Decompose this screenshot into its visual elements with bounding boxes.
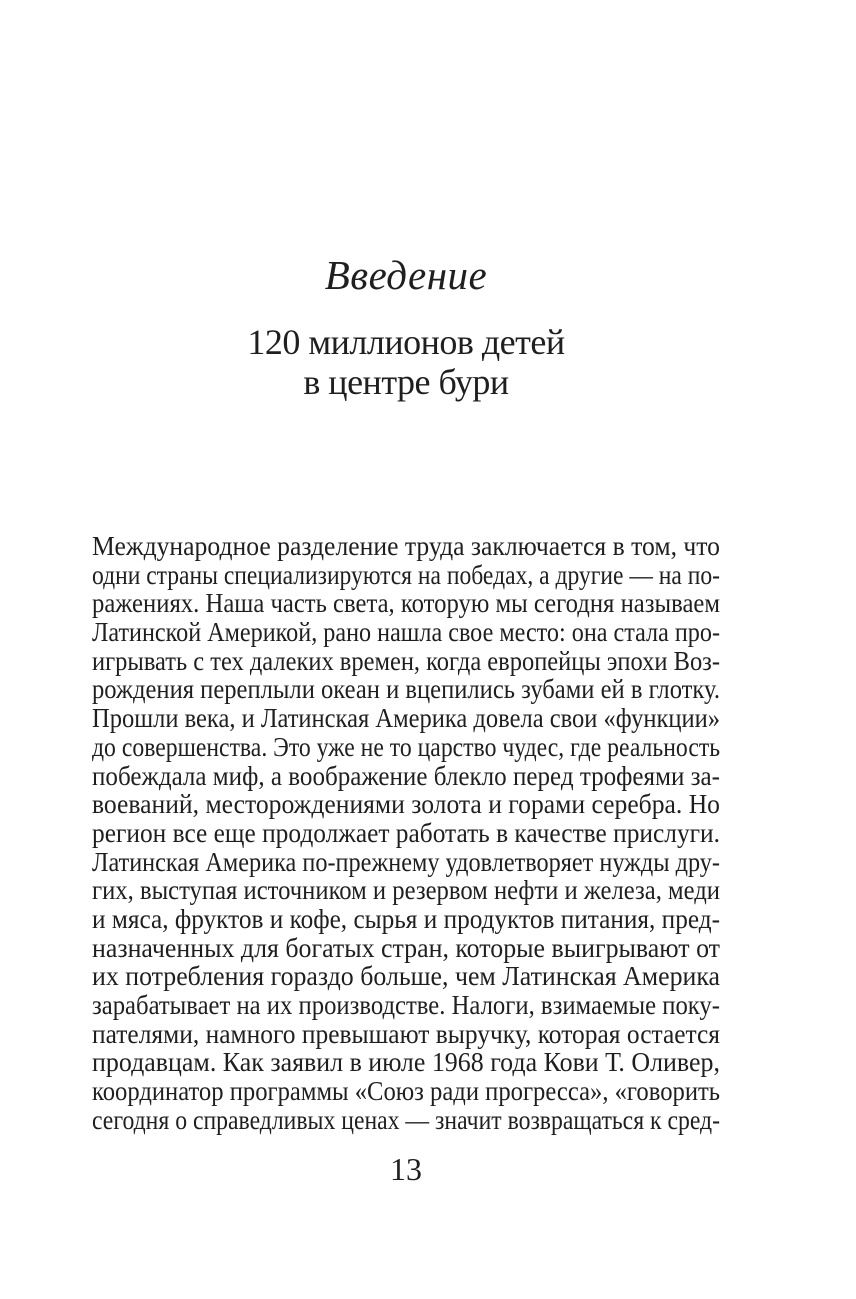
body-text-line: Латинской Америкой, рано нашла свое место: она стала про-: [92, 617, 720, 648]
body-text-line: координатор программы «Союз ради прогресса», «говорить: [92, 1076, 720, 1107]
body-text-line: сегодня о справедливых ценах — значит возвращаться к сред-: [92, 1104, 720, 1135]
body-text-line: игрывать с тех далеких времен, когда европейцы эпохи Воз-: [92, 645, 720, 676]
body-text-line: воеваний, месторождениями золота и горами серебра. Но: [92, 789, 720, 820]
body-text-line: продавцам. Как заявил в июле 1968 года Кови Т. Оливер,: [92, 1047, 720, 1078]
body-text-line: регион все еще продолжает работать в качестве прислуги.: [92, 817, 720, 848]
page-number: 13: [390, 1151, 422, 1187]
body-text-line: гих, выступая источником и резервом нефти и железа, меди: [92, 875, 720, 906]
body-text-line: побеждала миф, а воображение блекло перед трофеями за-: [92, 760, 720, 791]
body-text-line: зарабатывает на их производстве. Налоги, взимаемые поку-: [92, 990, 720, 1020]
body-text-line: их потребления гораздо больше, чем Латинская Америка: [92, 961, 720, 992]
body-text-line: ражениях. Наша часть света, которую мы сегодня называем: [92, 588, 720, 619]
body-text: [92, 532, 720, 1134]
body-text-line: Прошли века, и Латинская Америка довела свои «функции»: [92, 703, 720, 734]
body-text-line: назначенных для богатых стран, которые выигрывают от: [92, 932, 720, 963]
body-text-line: одни страны специализируются на победах, а другие — на по-: [92, 559, 720, 590]
chapter-heading-line: 120 миллионов детей: [247, 322, 565, 362]
body-text-line: Международное разделение труда заключается в том, что: [92, 531, 720, 561]
chapter-heading: [92, 322, 720, 402]
chapter-heading-line: в центре бури: [303, 362, 509, 402]
body-text-line: Латинская Америка по-прежнему удовлетворяет нужды дру-: [92, 846, 720, 877]
body-text-line: до совершенства. Это уже не то царство чудес, где реальность: [92, 731, 720, 762]
body-text-line: пателями, намного превышают выручку, которая остается: [92, 1018, 720, 1049]
body-text-line: рождения переплыли океан и вцепились зубами ей в глотку.: [92, 674, 720, 705]
chapter-title: Введение: [324, 252, 488, 298]
body-text-line: и мяса, фруктов и кофе, сырья и продуктов питания, пред-: [92, 903, 720, 934]
